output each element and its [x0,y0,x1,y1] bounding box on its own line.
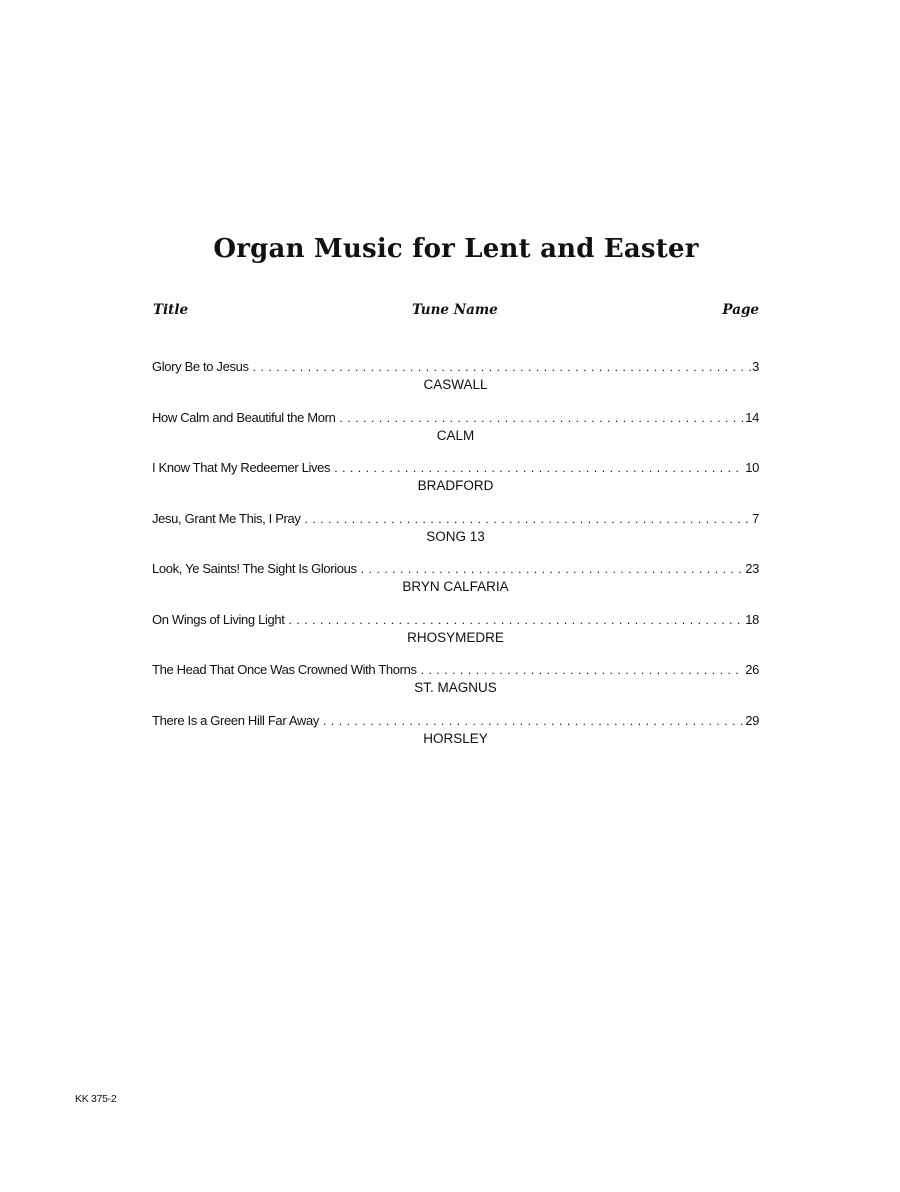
toc-entry-line [152,712,759,730]
toc-entry-title: How Calm and Beautiful the Morn [152,409,336,425]
toc-entry-title: On Wings of Living Light [152,611,285,627]
toc-entry-tune-name: ST. MAGNUS [414,680,497,695]
toc-entry-page: 18 [745,611,759,627]
toc-entry-tune-name: RHOSYMEDRE [407,629,504,645]
toc-entry [152,560,759,611]
table-of-contents [152,358,759,762]
toc-entry-title: Glory Be to Jesus [152,359,249,374]
toc-entry [152,611,759,662]
toc-entry-tune-name: BRADFORD [417,478,494,493]
toc-entry-line [152,661,759,679]
page-title: Organ Music for Lent and Easter [213,234,699,264]
dot-leader [334,459,744,477]
toc-entry-line [152,409,759,427]
toc-entry-title: I Know That My Redeemer Lives [152,460,331,475]
toc-entry-line [152,358,759,376]
toc-entry [152,510,759,561]
dot-leader [305,510,752,528]
toc-entry-tune-name: HORSLEY [423,730,488,746]
toc-entry [152,459,759,510]
toc-entry [152,712,759,763]
dot-leader [340,409,745,427]
dot-leader [421,661,745,679]
toc-entry-line [152,510,759,528]
toc-entry-page: 23 [745,561,759,576]
toc-entry-line [152,459,759,477]
toc-entry-page: 10 [745,460,759,475]
toc-entry-title: Look, Ye Saints! The Sight Is Glorious [152,561,357,576]
toc-entry-page: 26 [745,662,759,677]
toc-entry-title: Jesu, Grant Me This, I Pray [152,510,301,526]
dot-leader [289,611,745,629]
toc-entry-page: 3 [752,359,759,374]
toc-entry-line [152,560,759,578]
toc-entry-tune-name: CALM [436,427,475,443]
toc-entry-tune-name: BRYN CALFARIA [402,579,509,594]
toc-entry [152,409,759,460]
dot-leader [253,358,751,376]
dot-leader [323,712,744,730]
catalog-number: KK 375-2 [75,1093,117,1105]
toc-entry-line [152,611,759,629]
toc-entry [152,661,759,712]
toc-entry-title: The Head That Once Was Crowned With Thorns [152,662,417,677]
column-header-tune-name: Tune Name [412,302,498,318]
dot-leader [361,560,745,578]
column-header-page: Page [722,302,759,318]
toc-entry-page: 7 [752,510,759,526]
toc-entry-tune-name: SONG 13 [426,528,485,544]
toc-entry-page: 14 [745,409,759,425]
column-header-title: Title [153,302,189,318]
toc-entry [152,358,759,409]
toc-entry-page: 29 [745,712,759,728]
toc-entry-title: There Is a Green Hill Far Away [152,712,319,728]
toc-entry-tune-name: CASWALL [423,377,488,392]
